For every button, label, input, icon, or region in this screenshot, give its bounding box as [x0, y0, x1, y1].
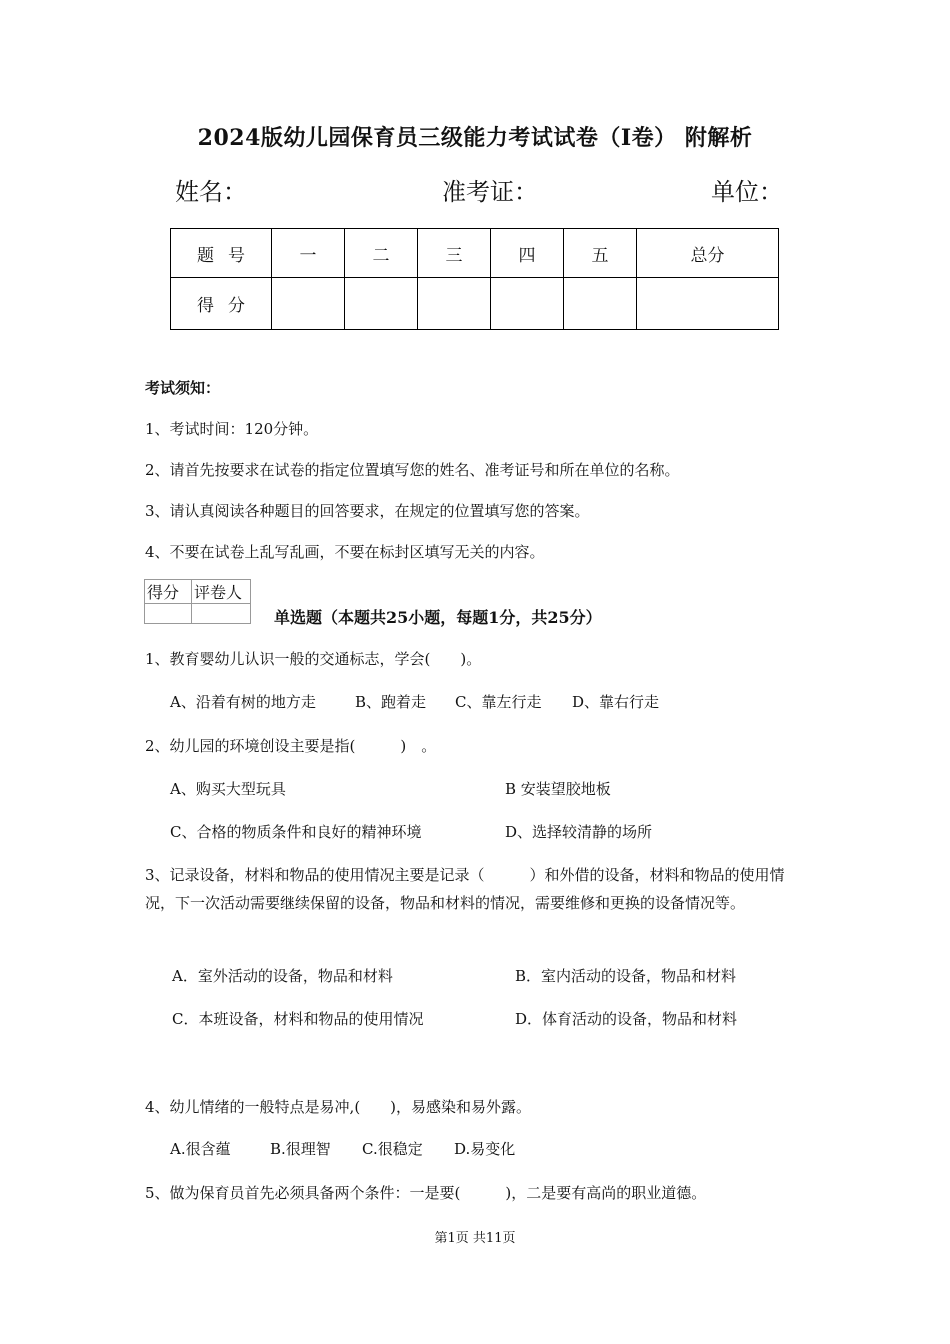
- notice-item: 3、请认真阅读各种题目的回答要求，在规定的位置填写您的答案。: [145, 502, 590, 520]
- score-cell-total[interactable]: [637, 278, 779, 330]
- document-title: 2024版幼儿园保育员三级能力考试试卷（I卷） 附解析: [197, 125, 753, 151]
- section-title: 单选题（本题共25小题，每题1分，共25分）: [274, 608, 602, 627]
- score-cell-5[interactable]: [564, 278, 637, 330]
- score-table: [170, 228, 779, 330]
- notice-item: 4、不要在试卷上乱写乱画，不要在标封区填写无关的内容。: [145, 543, 545, 561]
- score-col-5: 五: [564, 229, 637, 278]
- score-col-4: 四: [491, 229, 564, 278]
- option-b: B.很理智: [270, 1140, 331, 1158]
- option-b: B．室内活动的设备，物品和材料: [515, 967, 737, 985]
- score-cell-3[interactable]: [418, 278, 491, 330]
- question-text: 3、记录设备，材料和物品的使用情况主要是记录（ ）和外借的设备，材料和物品的使用情况，下一次活动需要继续保留的设备，物品和材料的情况，需要维修和更换的设备情况等。: [145, 866, 785, 912]
- score-cell-2[interactable]: [345, 278, 418, 330]
- option-d: D、靠右行走: [572, 693, 660, 711]
- question-text: 4、幼儿情绪的一般特点是易冲,( )，易感染和易外露。: [145, 1098, 532, 1116]
- question-number-label: 题号: [171, 229, 272, 278]
- question-text: 5、做为保育员首先必须具备两个条件：一是要( )，二是要有高尚的职业道德。: [145, 1184, 707, 1202]
- option-c: C、靠左行走: [455, 693, 542, 711]
- question-text: 1、教育婴幼儿认识一般的交通标志，学会( )。: [145, 650, 482, 668]
- score-table-score-row: [171, 278, 779, 330]
- option-c: C．本班设备，材料和物品的使用情况: [172, 1010, 424, 1028]
- score-col-2: 二: [345, 229, 418, 278]
- grader-name-cell[interactable]: [192, 604, 251, 624]
- option-d: D．体育活动的设备，物品和材料: [515, 1010, 738, 1028]
- grader-name-label: 评卷人: [192, 580, 251, 604]
- question-text: 2、幼儿园的环境创设主要是指( ) 。: [145, 737, 437, 755]
- option-a: A、沿着有树的地方走: [170, 693, 316, 711]
- grader-score-label: 得分: [145, 580, 192, 604]
- option-a: A.很含蕴: [170, 1140, 231, 1158]
- page-footer: 第1页 共11页: [434, 1231, 516, 1246]
- score-col-total: 总分: [637, 229, 779, 278]
- option-c: C、合格的物质条件和良好的精神环境: [170, 823, 422, 841]
- grader-box: [144, 579, 251, 624]
- option-b: B 安装望胶地板: [505, 780, 611, 798]
- score-col-1: 一: [272, 229, 345, 278]
- option-d: D、选择较清静的场所: [505, 823, 653, 841]
- score-table-header-row: [171, 229, 779, 278]
- option-a: A．室外活动的设备，物品和材料: [172, 967, 393, 985]
- notice-heading: 考试须知：: [145, 379, 221, 397]
- option-c: C.很稳定: [362, 1140, 423, 1158]
- exam-id-field-label: 准考证：: [442, 178, 538, 206]
- name-field-label: 姓名：: [175, 178, 247, 206]
- score-cell-4[interactable]: [491, 278, 564, 330]
- grader-score-cell[interactable]: [145, 604, 192, 624]
- notice-item: 2、请首先按要求在试卷的指定位置填写您的姓名、准考证号和所在单位的名称。: [145, 461, 680, 479]
- unit-field-label: 单位：: [711, 178, 783, 206]
- score-col-3: 三: [418, 229, 491, 278]
- score-row-label: 得分: [171, 278, 272, 330]
- notice-item: 1、考试时间：120分钟。: [145, 420, 319, 438]
- option-d: D.易变化: [454, 1140, 516, 1158]
- option-b: B、跑着走: [355, 693, 427, 711]
- option-a: A、购买大型玩具: [170, 780, 286, 798]
- score-cell-1[interactable]: [272, 278, 345, 330]
